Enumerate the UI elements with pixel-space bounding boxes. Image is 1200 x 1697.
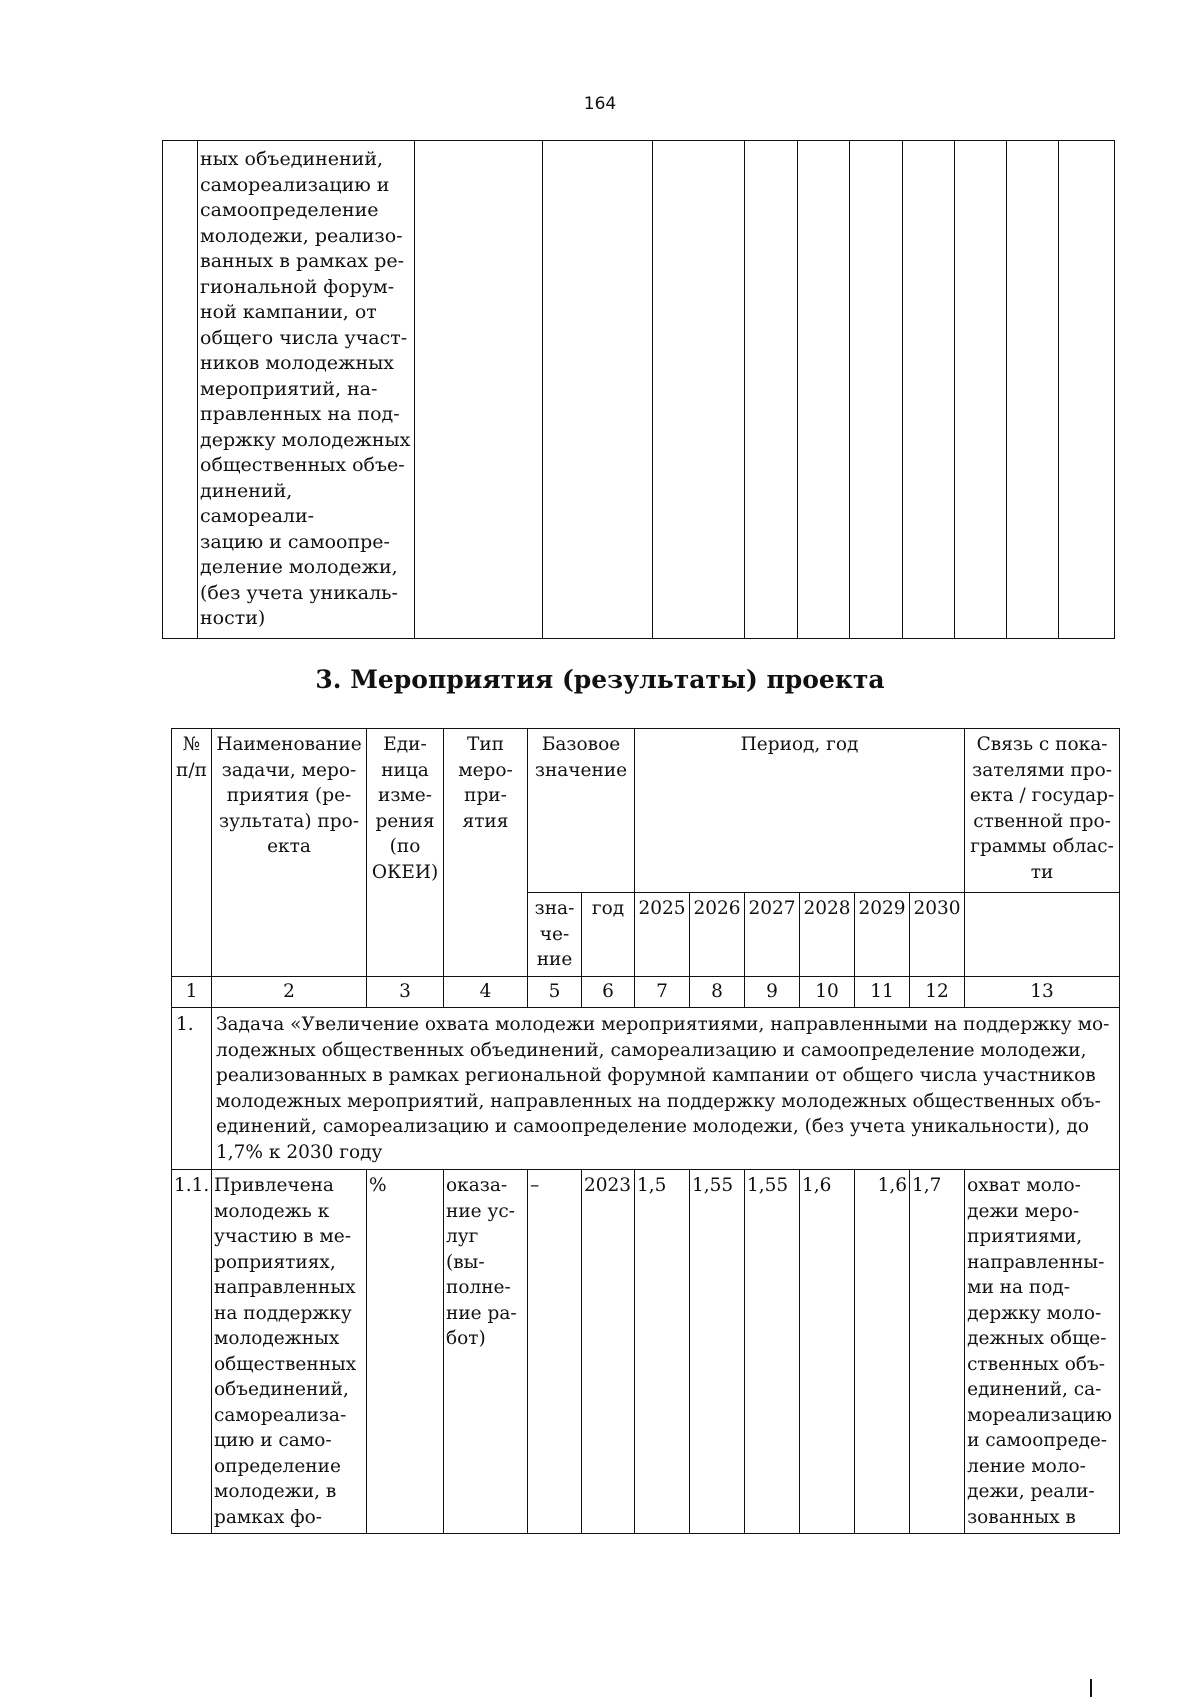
column-number: 8 bbox=[690, 977, 745, 1008]
task-number: 1. bbox=[172, 1008, 212, 1170]
column-number: 7 bbox=[635, 977, 690, 1008]
cont-cell bbox=[1007, 141, 1059, 639]
cont-cell bbox=[903, 141, 955, 639]
cont-cell bbox=[1059, 141, 1115, 639]
section-title: 3. Мероприятия (результаты) проекта bbox=[315, 665, 885, 694]
activities-table bbox=[171, 728, 1120, 1534]
cont-cell bbox=[955, 141, 1007, 639]
column-number: 6 bbox=[582, 977, 635, 1008]
row-base-value: – bbox=[528, 1170, 582, 1534]
page-edge-mark bbox=[1090, 1679, 1092, 1697]
row-value: 1,55 bbox=[690, 1170, 745, 1534]
column-number: 11 bbox=[855, 977, 910, 1008]
header-num: № п/п bbox=[172, 729, 212, 977]
column-number: 2 bbox=[212, 977, 367, 1008]
column-number: 1 bbox=[172, 977, 212, 1008]
cont-cell bbox=[543, 141, 653, 639]
column-number: 5 bbox=[528, 977, 582, 1008]
column-number: 3 bbox=[367, 977, 444, 1008]
header-base-value: зна- че- ние bbox=[528, 893, 582, 977]
cont-cell bbox=[415, 141, 543, 639]
row-value: 1,55 bbox=[745, 1170, 800, 1534]
header-base: Базовое значение bbox=[528, 729, 635, 893]
row-unit: % bbox=[367, 1170, 444, 1534]
page-number: 164 bbox=[583, 94, 617, 114]
header-name: Наименование задачи, меро- приятия (ре- зультата) про- екта bbox=[212, 729, 367, 977]
header-period: Период, год bbox=[635, 729, 965, 893]
header-year: 2025 bbox=[635, 893, 690, 977]
row-number: 1.1. bbox=[172, 1170, 212, 1534]
column-number: 9 bbox=[745, 977, 800, 1008]
task-text: Задача «Увеличение охвата молодежи мероприятиями, направленными на поддержку мо- лодежных общественных объединений, самореализацию и самоопределение молодежи, реализованных в рамках региональной форумной кампании от общего числа участников молодежных мероприятий, направленных на поддержку молодежных общественных объ- единений, самореализацию и самоопределение молодежи, (без учета уникальности), до 1,7% к 2030 году bbox=[212, 1008, 1120, 1170]
column-number: 4 bbox=[444, 977, 528, 1008]
cont-cell bbox=[745, 141, 798, 639]
row-base-year: 2023 bbox=[582, 1170, 635, 1534]
column-number: 10 bbox=[800, 977, 855, 1008]
header-year: 2029 bbox=[855, 893, 910, 977]
column-number: 13 bbox=[965, 977, 1120, 1008]
cont-cell bbox=[653, 141, 745, 639]
header-unit: Еди- ница изме- рения (по ОКЕИ) bbox=[367, 729, 444, 977]
header-year: 2027 bbox=[745, 893, 800, 977]
header-year: 2028 bbox=[800, 893, 855, 977]
row-type: оказа- ние ус- луг (вы- полне- ние ра- бот) bbox=[444, 1170, 528, 1534]
header-link: Связь с пока- зателями про- екта / государ- ственной про- граммы облас- ти bbox=[965, 729, 1120, 893]
row-value: 1,5 bbox=[635, 1170, 690, 1534]
row-value: 1,7 bbox=[910, 1170, 965, 1534]
header-year: 2026 bbox=[690, 893, 745, 977]
cont-cell bbox=[850, 141, 903, 639]
header-year: 2030 bbox=[910, 893, 965, 977]
row-link: охват моло- дежи меро- приятиями, направленны- ми на под- держку моло- дежных обще- ственных объ- единений, са- мореализацию и самоопреде- ление моло- дежи, реали- зованных в bbox=[965, 1170, 1120, 1534]
header-type: Тип меро- при- ятия bbox=[444, 729, 528, 977]
continuation-text: ных объединений, самореализацию и самоопределение молодежи, реализо- ванных в рамках ре- гиональной форум- ной кампании, от общего числа участ- ников молодежных мероприятий, на- правленных на под- держку молодежных общественных объе- динений, самореали- зацию и самоопре- деление молодежи, (без учета уникаль- ности) bbox=[198, 141, 415, 639]
row-value: 1,6 bbox=[855, 1170, 910, 1534]
row-value: 1,6 bbox=[800, 1170, 855, 1534]
continuation-table bbox=[162, 140, 1115, 639]
cont-cell bbox=[798, 141, 850, 639]
row-name: Привлечена молодежь к участию в ме- роприятиях, направленных на поддержку молодежных общественных объединений, самореализа- цию и само- определение молодежи, в рамках фо- bbox=[212, 1170, 367, 1534]
column-number: 12 bbox=[910, 977, 965, 1008]
header-link-empty bbox=[965, 893, 1120, 977]
cont-cell bbox=[163, 141, 198, 639]
header-base-year: год bbox=[582, 893, 635, 977]
